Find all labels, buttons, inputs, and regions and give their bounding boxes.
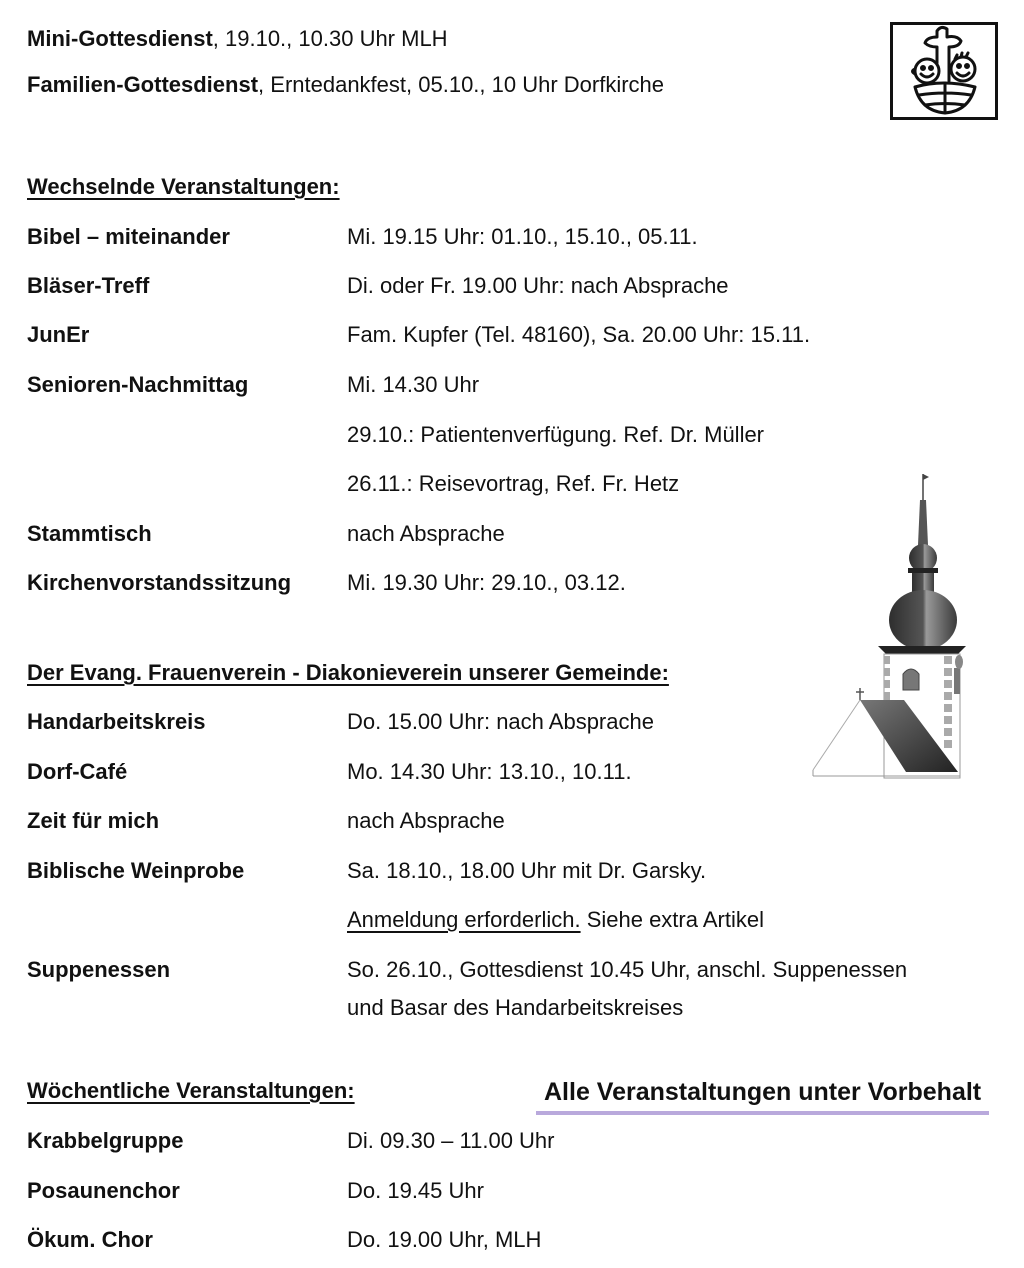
intro-details: , 19.10., 10.30 Uhr MLH xyxy=(212,26,448,51)
section-heading-frauenverein: Der Evang. Frauenverein - Diakonieverein unserer Gemeinde: xyxy=(27,660,669,685)
event-value: Do. 19.45 Uhr xyxy=(347,1178,484,1203)
event-label: Bläser-Treff xyxy=(27,273,150,298)
intro-title: Familien-Gottesdienst xyxy=(27,72,259,97)
intro-line-familien-gottesdienst xyxy=(27,72,664,98)
event-label: Biblische Weinprobe xyxy=(27,858,245,883)
kindergottesdienst-logo-icon xyxy=(890,22,998,120)
event-label: Kirchenvorstandssitzung xyxy=(27,570,292,595)
event-label: Handarbeitskreis xyxy=(27,709,206,734)
event-value: nach Absprache xyxy=(347,521,505,546)
event-value: Sa. 18.10., 18.00 Uhr mit Dr. Garsky. xyxy=(347,858,707,883)
intro-line-mini-gottesdienst xyxy=(27,26,448,52)
registration-required-note: Anmeldung erforderlich. xyxy=(347,907,581,932)
event-label: Ökum. Chor xyxy=(27,1227,153,1252)
event-value: 26.11.: Reisevortrag, Ref. Fr. Hetz xyxy=(347,471,680,496)
event-label: Posaunenchor xyxy=(27,1178,180,1203)
event-value: Do. 15.00 Uhr: nach Absprache xyxy=(347,709,654,734)
church-tower-illustration-icon xyxy=(808,470,968,782)
event-value: 29.10.: Patientenverfügung. Ref. Dr. Müller xyxy=(347,422,765,447)
intro-title: Mini-Gottesdienst xyxy=(27,26,213,51)
event-value: Mi. 14.30 Uhr xyxy=(347,372,480,397)
section-heading-woechentlich: Wöchentliche Veranstaltungen: xyxy=(27,1078,355,1103)
event-value: Do. 19.00 Uhr, MLH xyxy=(347,1227,542,1252)
event-value: Fam. Kupfer (Tel. 48160), Sa. 20.00 Uhr: 15.11. xyxy=(347,322,811,347)
event-value: Mi. 19.15 Uhr: 01.10., 15.10., 05.11. xyxy=(347,224,698,249)
event-label: Stammtisch xyxy=(27,521,152,546)
event-label: Suppenessen xyxy=(27,957,171,982)
event-value xyxy=(347,907,764,933)
event-label: Bibel – miteinander xyxy=(27,224,230,249)
event-value: nach Absprache xyxy=(347,808,505,833)
event-label: Senioren-Nachmittag xyxy=(27,372,249,397)
event-label: Krabbelgruppe xyxy=(27,1128,184,1153)
event-value: Mi. 19.30 Uhr: 29.10., 03.12. xyxy=(347,570,626,595)
event-value: Di. 09.30 – 11.00 Uhr xyxy=(347,1128,555,1153)
event-label: Zeit für mich xyxy=(27,808,160,833)
section-heading-wechselnde: Wechselnde Veranstaltungen: xyxy=(27,174,340,199)
reservation-notice: Alle Veranstaltungen unter Vorbehalt xyxy=(536,1078,989,1115)
event-value: Mo. 14.30 Uhr: 13.10., 10.11. xyxy=(347,759,632,784)
event-value: Di. oder Fr. 19.00 Uhr: nach Absprache xyxy=(347,273,729,298)
event-label: JunEr xyxy=(27,322,90,347)
event-value-continued: und Basar des Handarbeitskreises xyxy=(347,995,684,1020)
see-article-note: Siehe extra Artikel xyxy=(580,907,765,932)
intro-details: , Erntedankfest, 05.10., 10 Uhr Dorfkirche xyxy=(258,72,665,97)
event-label: Dorf-Café xyxy=(27,759,128,784)
event-value: So. 26.10., Gottesdienst 10.45 Uhr, anschl. Suppenessen xyxy=(347,957,908,982)
